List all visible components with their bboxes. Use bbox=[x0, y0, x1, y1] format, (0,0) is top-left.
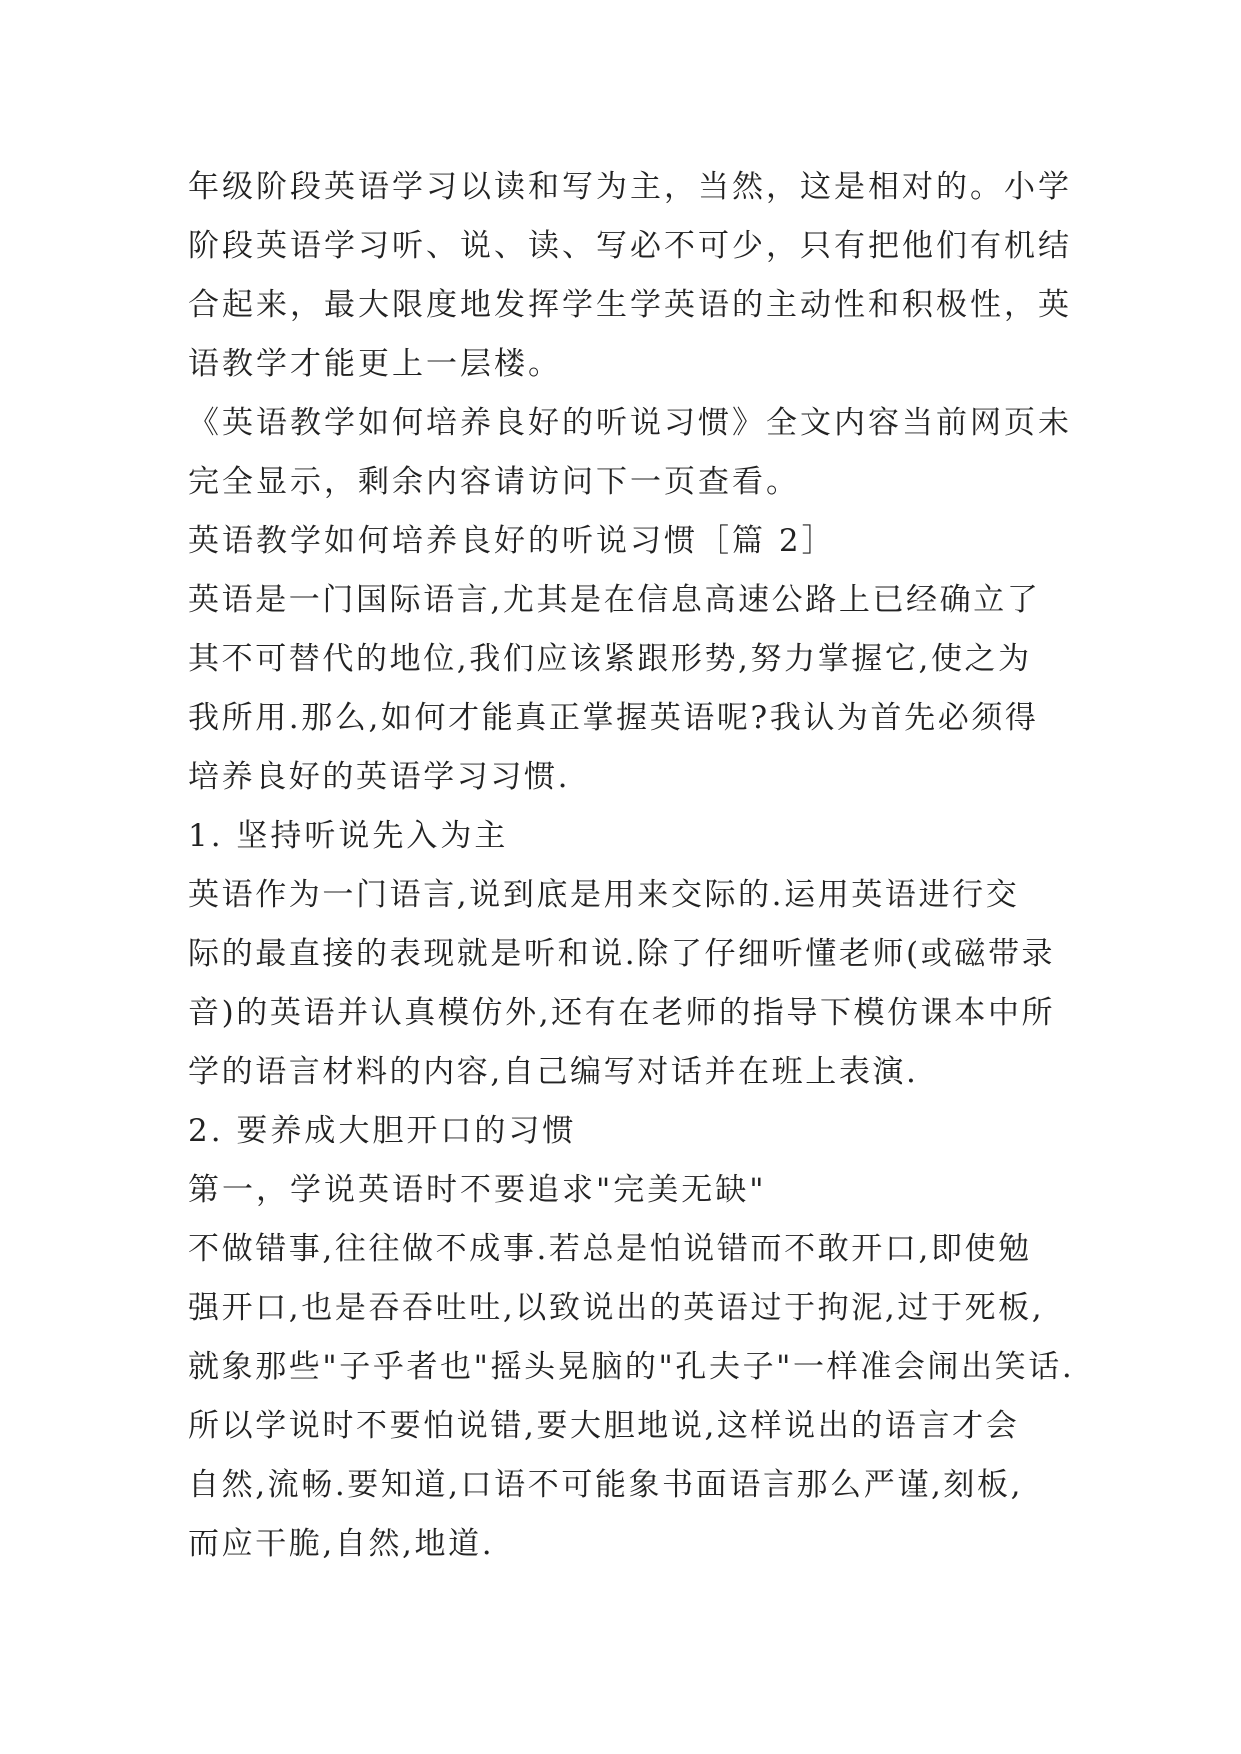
paragraph-line: 英语作为一门语言,说到底是用来交际的.运用英语进行交 bbox=[188, 877, 1020, 913]
paragraph-line: 我所用.那么,如何才能真正掌握英语呢?我认为首先必须得 bbox=[188, 700, 1039, 736]
paragraph-line: 其不可替代的地位,我们应该紧跟形势,努力掌握它,使之为 bbox=[188, 641, 1032, 677]
paragraph-line: 阶段英语学习听、说、读、写必不可少，只有把他们有机结 bbox=[188, 228, 1072, 264]
paragraph-line: 英语是一门国际语言,尤其是在信息高速公路上已经确立了 bbox=[188, 582, 1041, 618]
paragraph-line: 培养良好的英语学习习惯. bbox=[188, 759, 571, 795]
notice-line: 完全显示，剩余内容请访问下一页查看。 bbox=[188, 464, 800, 500]
paragraph-line: 际的最直接的表现就是听和说.除了仔细听懂老师(或磁带录 bbox=[188, 936, 1056, 972]
section-title: 英语教学如何培养良好的听说习惯［篇 2］ bbox=[188, 523, 836, 559]
paragraph-line: 自然,流畅.要知道,口语不可能象书面语言那么严谨,刻板, bbox=[188, 1467, 1024, 1503]
paragraph-line: 语教学才能更上一层楼。 bbox=[188, 346, 562, 382]
notice-line: 《英语教学如何培养良好的听说习惯》全文内容当前网页未 bbox=[188, 405, 1072, 441]
paragraph-line: 强开口,也是吞吞吐吐,以致说出的英语过于拘泥,过于死板, bbox=[188, 1290, 1045, 1326]
paragraph-line: 年级阶段英语学习以读和写为主，当然，这是相对的。小学 bbox=[188, 169, 1072, 205]
list-heading: 1. 坚持听说先入为主 bbox=[188, 818, 509, 854]
list-heading: 2. 要养成大胆开口的习惯 bbox=[188, 1113, 577, 1149]
paragraph-line: 就象那些"子乎者也"摇头晃脑的"孔夫子"一样准会闹出笑话. bbox=[188, 1349, 1075, 1385]
subheading: 第一，学说英语时不要追求"完美无缺" bbox=[188, 1172, 767, 1208]
document-body bbox=[188, 158, 1075, 1574]
paragraph-line: 所以学说时不要怕说错,要大胆地说,这样说出的语言才会 bbox=[188, 1408, 1020, 1444]
paragraph-line: 不做错事,往往做不成事.若总是怕说错而不敢开口,即使勉 bbox=[188, 1231, 1032, 1267]
paragraph-line: 音)的英语并认真模仿外,还有在老师的指导下模仿课本中所 bbox=[188, 995, 1056, 1031]
paragraph-line: 而应干脆,自然,地道. bbox=[188, 1526, 495, 1562]
paragraph-line: 学的语言材料的内容,自己编写对话并在班上表演. bbox=[188, 1054, 919, 1090]
paragraph-line: 合起来，最大限度地发挥学生学英语的主动性和积极性，英 bbox=[188, 287, 1072, 323]
